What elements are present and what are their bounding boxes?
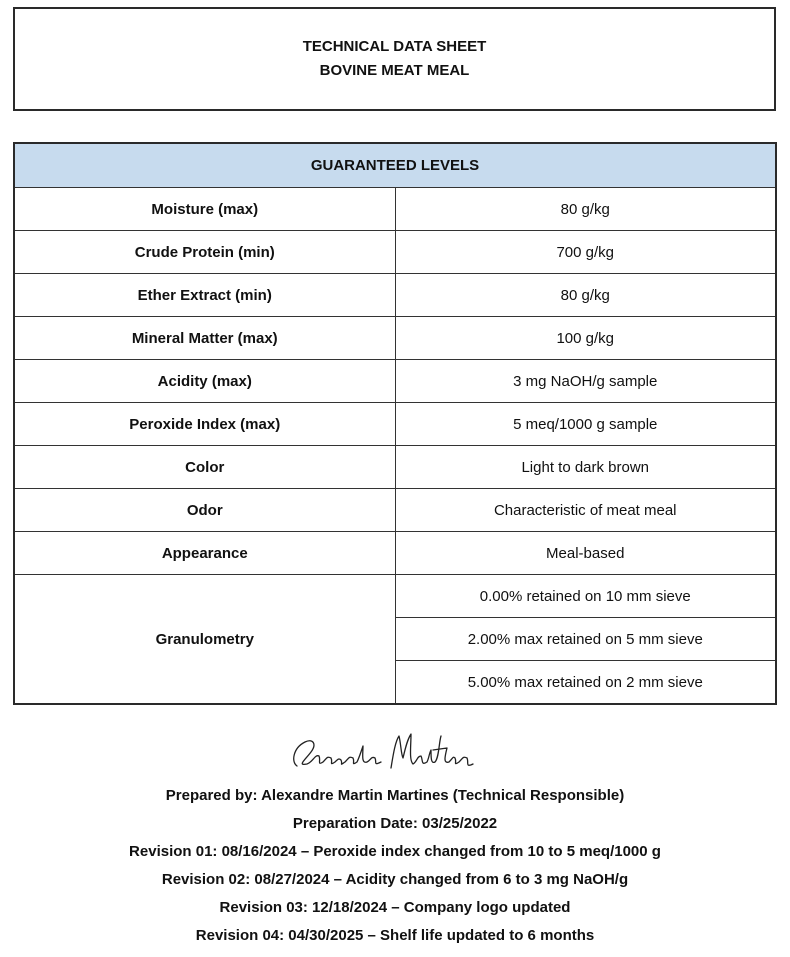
param-ether-extract: Ether Extract (min): [14, 274, 395, 317]
signature: [283, 722, 483, 780]
prepared-by: Prepared by: Alexandre Martin Martines (Technical Responsible): [165, 787, 625, 804]
value-appearance: Meal-based: [395, 532, 776, 575]
table-row: [14, 188, 776, 231]
value-odor: Characteristic of meat meal: [395, 489, 776, 532]
param-acidity: Acidity (max): [14, 360, 395, 403]
table-row: [14, 575, 776, 618]
value-moisture: 80 g/kg: [395, 188, 776, 231]
value-mineral-matter: 100 g/kg: [395, 317, 776, 360]
table-header-row: [14, 143, 776, 188]
table-heading: GUARANTEED LEVELS: [14, 143, 776, 188]
value-granulometry-5mm: 2.00% max retained on 5 mm sieve: [395, 618, 776, 661]
table-row: [14, 489, 776, 532]
guaranteed-levels-table: [13, 142, 777, 705]
table-row: [14, 532, 776, 575]
param-appearance: Appearance: [14, 532, 395, 575]
value-crude-protein: 700 g/kg: [395, 231, 776, 274]
table-row: [14, 403, 776, 446]
param-granulometry: Granulometry: [14, 575, 395, 705]
product-name: BOVINE MEAT MEAL: [319, 62, 470, 79]
document-footer: [0, 782, 790, 950]
revision-04: Revision 04: 04/30/2025 – Shelf life updated to 6 months: [195, 927, 595, 944]
table-row: [14, 317, 776, 360]
value-granulometry-10mm: 0.00% retained on 10 mm sieve: [395, 575, 776, 618]
param-color: Color: [14, 446, 395, 489]
document-title: TECHNICAL DATA SHEET: [302, 38, 487, 55]
revision-01: Revision 01: 08/16/2024 – Peroxide index changed from 10 to 5 meq/1000 g: [129, 843, 661, 860]
table-row: [14, 231, 776, 274]
param-crude-protein: Crude Protein (min): [14, 231, 395, 274]
revision-02: Revision 02: 08/27/2024 – Acidity changed from 6 to 3 mg NaOH/g: [161, 871, 629, 888]
table-row: [14, 446, 776, 489]
value-granulometry-2mm: 5.00% max retained on 2 mm sieve: [395, 661, 776, 705]
value-acidity: 3 mg NaOH/g sample: [395, 360, 776, 403]
value-color: Light to dark brown: [395, 446, 776, 489]
param-odor: Odor: [14, 489, 395, 532]
preparation-date: Preparation Date: 03/25/2022: [292, 815, 498, 832]
table-row: [14, 274, 776, 317]
document-title-box: [13, 7, 776, 111]
value-peroxide-index: 5 meq/1000 g sample: [395, 403, 776, 446]
param-mineral-matter: Mineral Matter (max): [14, 317, 395, 360]
param-peroxide-index: Peroxide Index (max): [14, 403, 395, 446]
param-moisture: Moisture (max): [14, 188, 395, 231]
table-row: [14, 360, 776, 403]
revision-03: Revision 03: 12/18/2024 – Company logo updated: [219, 899, 571, 916]
value-ether-extract: 80 g/kg: [395, 274, 776, 317]
